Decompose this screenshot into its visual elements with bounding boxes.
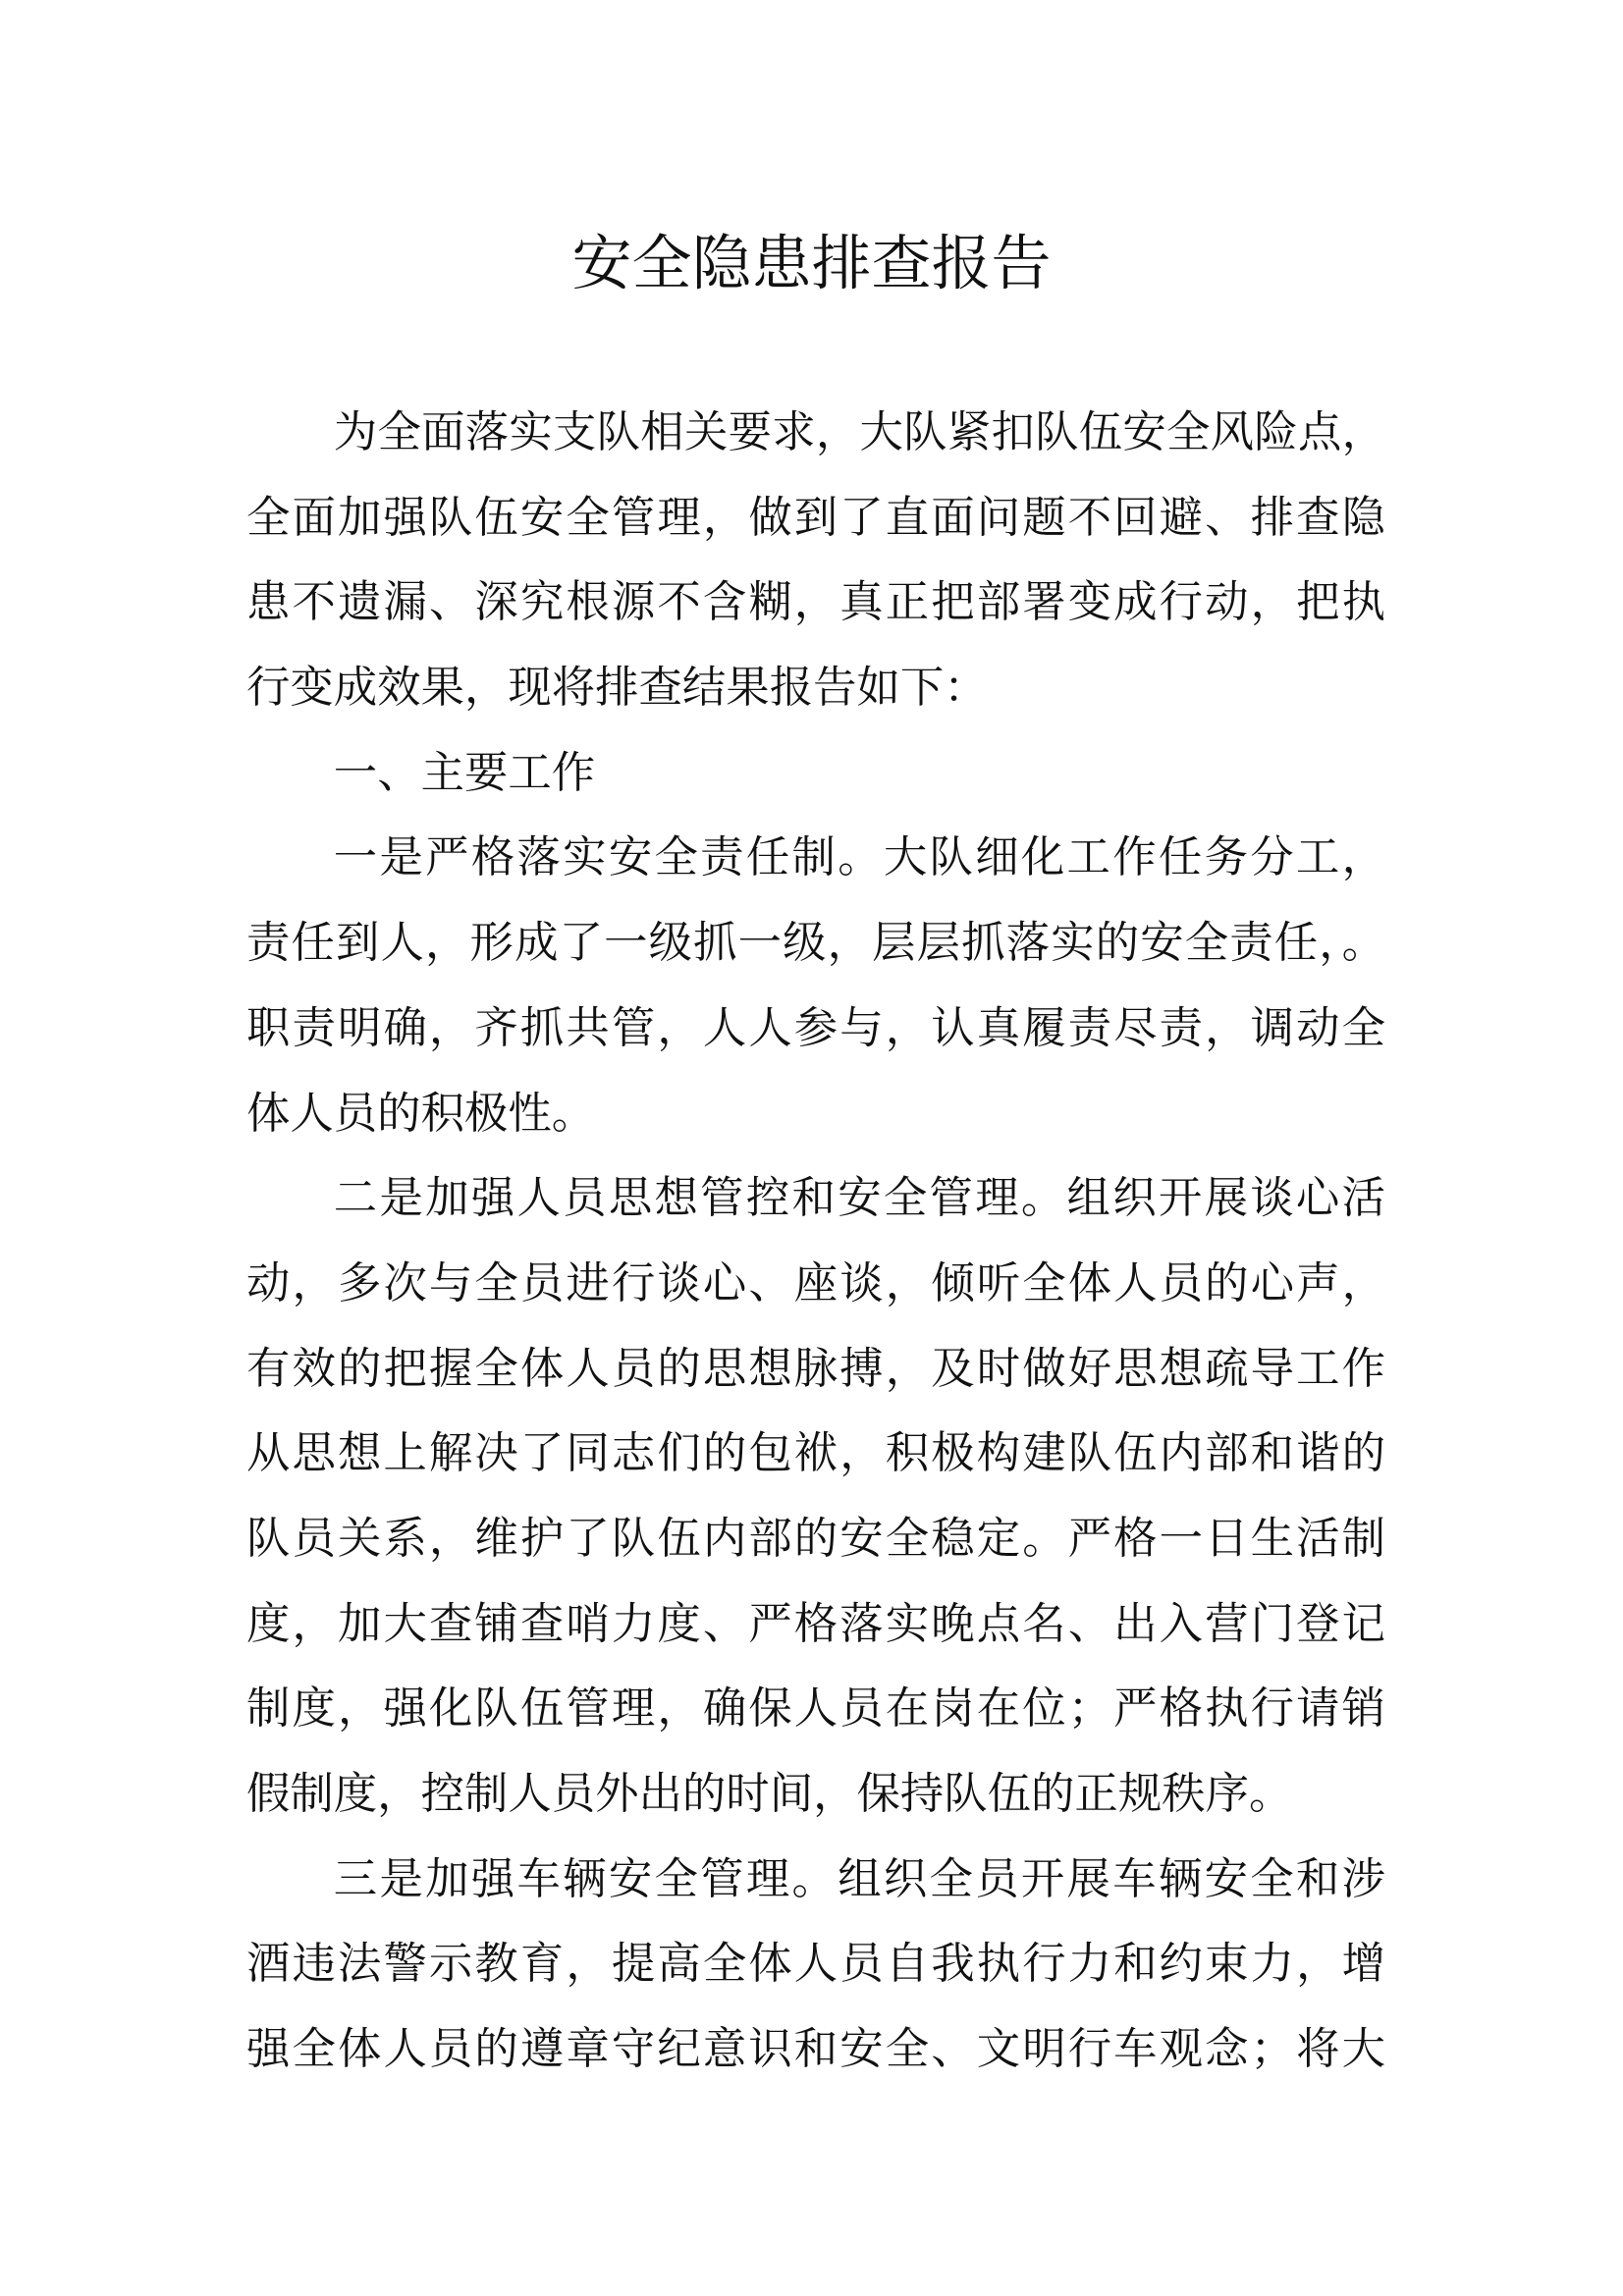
text-line: 制度，强化队伍管理，确保人员在岗在位；严格执行请销	[246, 1683, 1385, 1735]
text-line: 酒违法警示教育，提高全体人员自我执行力和约束力，增	[246, 1939, 1385, 1990]
text-line: 职责明确，齐抓共管，人人参与，认真履责尽责，调动全	[246, 1002, 1385, 1053]
document-body	[246, 391, 1385, 2093]
text-line: 责任到人，形成了一级抓一级，层层抓落实的安全责任，。	[246, 918, 1385, 969]
text-line: 患不遗漏、深究根源不含糊，真正把部署变成行动，把执	[246, 577, 1385, 628]
text-line: 体人员的积极性。	[246, 1088, 596, 1139]
text-line: 动，多次与全员进行谈心、座谈，倾听全体人员的心声，	[246, 1257, 1385, 1308]
text-line: 二是加强人员思想管控和安全管理。组织开展谈心活	[333, 1173, 1385, 1224]
text-line: 强全体人员的遵章守纪意识和安全、文明行车观念；将大	[246, 2024, 1385, 2075]
text-line: 有效的把握全体人员的思想脉搏，及时做好思想疏导工作	[246, 1343, 1385, 1394]
text-line: 队员关系，维护了队伍内部的安全稳定。严格一日生活制	[246, 1513, 1385, 1564]
text-line: 行变成效果，现将排查结果报告如下：	[246, 663, 988, 714]
section-heading: 一、主要工作	[333, 747, 596, 798]
paragraph-item-2	[246, 1156, 1385, 1838]
text-line: 为全面落实支队相关要求，大队紧扣队伍安全风险点，	[333, 407, 1385, 457]
text-line: 一是严格落实安全责任制。大队细化工作任务分工，	[333, 832, 1385, 883]
text-line: 度，加大查铺查哨力度、严格落实晚点名、出入营门登记	[246, 1598, 1385, 1649]
text-line: 假制度，控制人员外出的时间，保持队伍的正规秩序。	[246, 1769, 1293, 1819]
text-line: 从思想上解决了同志们的包袱，积极构建队伍内部和谐的	[246, 1428, 1385, 1479]
page-title: 安全隐患排查报告	[571, 229, 1052, 298]
paragraph-item-3	[246, 1838, 1385, 2093]
intro-paragraph	[246, 391, 1385, 731]
text-line: 全面加强队伍安全管理，做到了直面问题不回避、排查隐	[246, 492, 1385, 543]
text-line: 三是加强车辆安全管理。组织全员开展车辆安全和涉	[333, 1853, 1385, 1904]
paragraph-item-1	[246, 816, 1385, 1156]
section-heading-block	[246, 731, 1385, 817]
